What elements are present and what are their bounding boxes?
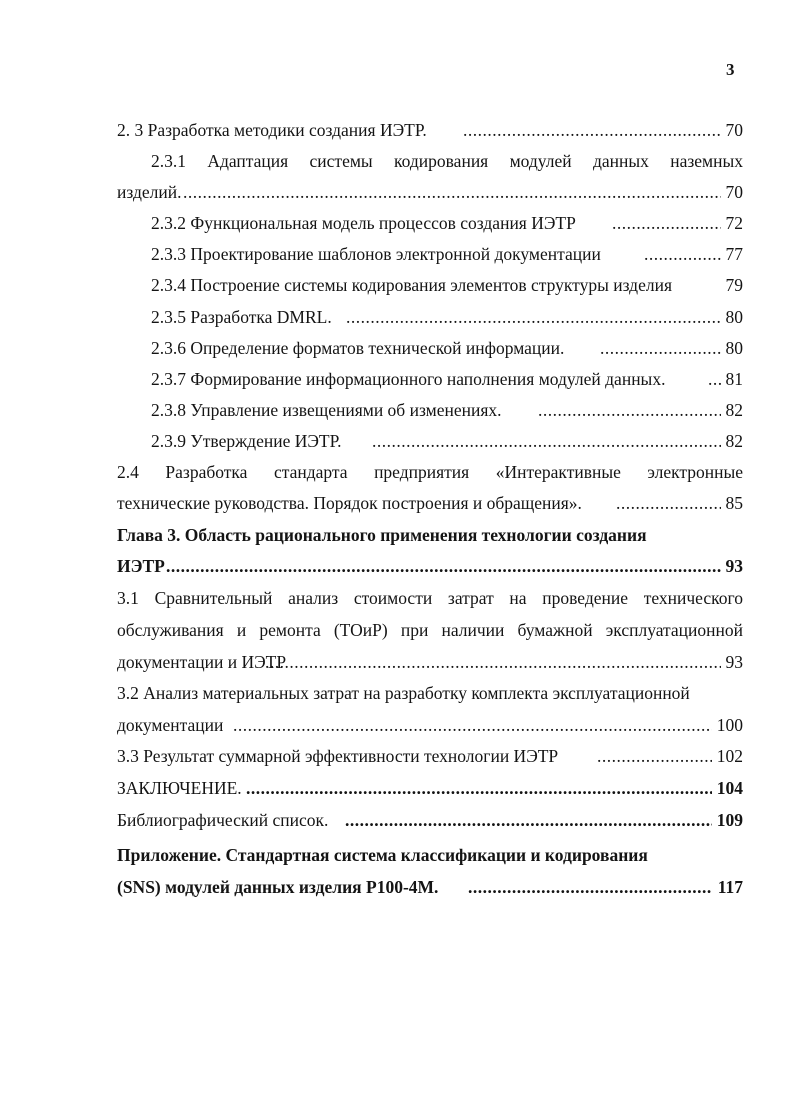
- toc-entry-3-3[interactable]: [0, 743, 798, 769]
- toc-entry-label: 2.3.2 Функциональная модель процессов создания ИЭТР: [151, 213, 576, 233]
- leader-dots: [708, 366, 721, 392]
- toc-entry-2-4-cont[interactable]: [0, 490, 798, 516]
- leader-dots: [600, 335, 721, 361]
- toc-entry-3-2-cont[interactable]: [0, 712, 798, 738]
- toc-entry-label: 2. 3 Разработка методики создания ИЭТР.: [117, 120, 427, 140]
- leader-dots: [345, 807, 712, 833]
- toc-entry-label: 3.1 Сравнительный анализ стоимости затрат на проведение технического: [117, 588, 743, 608]
- toc-entry-label: 2.3.7 Формирование информационного наполнения модулей данных.: [151, 369, 666, 389]
- leader-dots: [463, 117, 721, 143]
- toc-entry-2-3-2[interactable]: [0, 210, 798, 236]
- toc-entry-label: 2.3.8 Управление извещениями об изменениях.: [151, 400, 502, 420]
- toc-entry-page: 79: [725, 275, 743, 295]
- toc-entry-label: 2.3.3 Проектирование шаблонов электронной документации: [151, 244, 601, 264]
- toc-entry-3-1-cont[interactable]: [0, 617, 798, 643]
- toc-chapter-3-cont[interactable]: [0, 553, 798, 579]
- toc-entry-page: 72: [725, 213, 743, 233]
- toc-entry-label: 2.4 Разработка стандарта предприятия «Интерактивные электронные: [117, 462, 743, 482]
- leader-dots: [644, 241, 721, 267]
- toc-entry-page: 70: [725, 182, 743, 202]
- toc-entry-3-1-cont2[interactable]: [0, 649, 798, 675]
- toc-entry-2-3-9[interactable]: [0, 428, 798, 454]
- toc-entry-label: 2.3.9 Утверждение ИЭТР.: [151, 431, 342, 451]
- toc-entry-label-cont: документации: [117, 715, 224, 735]
- leader-dots: [183, 179, 721, 205]
- toc-entry-label-cont: обслуживания и ремонта (ТОиР) при наличии бумажной эксплуатационной: [117, 620, 743, 640]
- toc-entry-page: 104: [716, 778, 743, 798]
- toc-entry-2-3-6[interactable]: [0, 335, 798, 361]
- toc-entry-3-2[interactable]: [0, 680, 798, 706]
- toc-chapter-3[interactable]: [0, 522, 798, 548]
- toc-entry-label: Библиографический список.: [117, 810, 329, 830]
- toc-entry-page: 100: [716, 715, 743, 735]
- toc-chapter-title: Глава 3. Область рационального применения технологии создания: [117, 525, 647, 545]
- toc-entry-label: 2.3.4 Построение системы кодирования элементов структуры изделия: [151, 275, 672, 295]
- leader-dots: [166, 553, 721, 579]
- toc-entry-page: 77: [725, 244, 743, 264]
- toc-entry-page: 102: [716, 746, 743, 766]
- leader-dots: [233, 712, 712, 738]
- toc-chapter-title-cont: ИЭТР: [117, 556, 165, 576]
- toc-entry-2-3[interactable]: [0, 117, 798, 143]
- toc-entry-label: 2.3.1 Адаптация системы кодирования модулей данных наземных: [151, 151, 743, 171]
- toc-conclusion[interactable]: [0, 775, 798, 801]
- toc-appendix-title: Приложение. Стандартная система классификации и кодирования: [117, 845, 648, 865]
- leader-dots: [612, 210, 721, 236]
- leader-dots: [372, 428, 721, 454]
- toc-entry-page: 80: [725, 307, 743, 327]
- toc-entry-2-3-1[interactable]: [0, 148, 798, 174]
- toc-entry-page: 70: [725, 120, 743, 140]
- leader-dots: [597, 743, 712, 769]
- leader-dots: [616, 490, 721, 516]
- toc-entry-3-1[interactable]: [0, 585, 798, 611]
- toc-appendix-title-cont: (SNS) модулей данных изделия Р100-4М.: [117, 877, 439, 897]
- toc-entry-label: 3.2 Анализ материальных затрат на разработку комплекта эксплуатационной: [117, 683, 690, 703]
- toc-entry-page: 82: [725, 431, 743, 451]
- leader-dots: [468, 874, 712, 900]
- toc-entry-label-cont: документации и ИЭТР: [117, 652, 287, 672]
- leader-dots: [346, 304, 721, 330]
- leader-dots: [538, 397, 721, 423]
- toc-entry-page: 82: [725, 400, 743, 420]
- toc-bibliography[interactable]: [0, 807, 798, 833]
- toc-appendix[interactable]: [0, 842, 798, 868]
- toc-entry-2-3-1-cont[interactable]: [0, 179, 798, 205]
- toc-entry-page: 93: [725, 652, 743, 672]
- toc-entry-label: 2.3.6 Определение форматов технической информации.: [151, 338, 565, 358]
- toc-entry-2-3-5[interactable]: [0, 304, 798, 330]
- toc-entry-label: ЗАКЛЮЧЕНИЕ.: [117, 778, 242, 798]
- toc-entry-label-cont: технические руководства. Порядок построения и обращения».: [117, 493, 582, 513]
- toc-entry-label: 3.3 Результат суммарной эффективности технологии ИЭТР: [117, 746, 559, 766]
- page-number: 3: [726, 60, 735, 79]
- toc-entry-page: 80: [725, 338, 743, 358]
- toc-entry-2-4[interactable]: [0, 459, 798, 485]
- toc-entry-label: 2.3.5 Разработка DMRL.: [151, 307, 332, 327]
- toc-entry-2-3-3[interactable]: [0, 241, 798, 267]
- leader-dots: [265, 649, 721, 675]
- toc-entry-2-3-7[interactable]: [0, 366, 798, 392]
- toc-entry-page: 109: [716, 810, 743, 830]
- toc-entry-page: 85: [725, 493, 743, 513]
- toc-entry-2-3-8[interactable]: [0, 397, 798, 423]
- toc-entry-page: 117: [717, 877, 743, 897]
- toc-entry-page: 81: [725, 369, 743, 389]
- toc-entry-2-3-4[interactable]: [0, 272, 798, 298]
- toc-entry-page: 93: [725, 556, 743, 576]
- toc-appendix-cont[interactable]: [0, 874, 798, 900]
- leader-dots: [246, 775, 712, 801]
- toc-entry-label-cont: изделий.: [117, 182, 182, 202]
